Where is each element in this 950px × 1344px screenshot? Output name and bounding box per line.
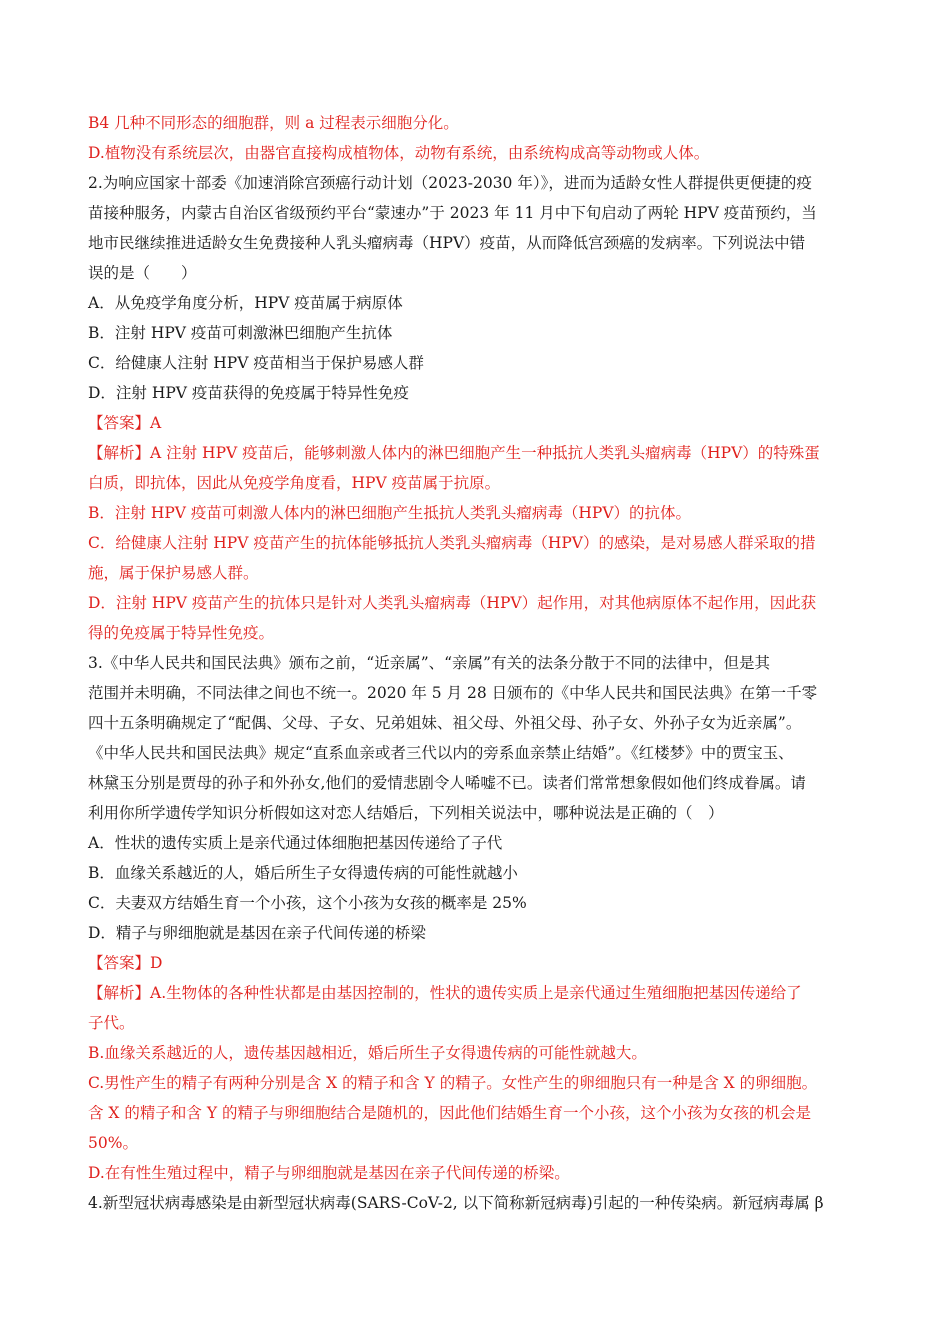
answer-text-line: B4 几种不同形态的细胞群，则 a 过程表示细胞分化。 <box>88 114 459 132</box>
question-text-line: 误的是（ ） <box>88 264 197 282</box>
answer-text-line: 50%。 <box>88 1134 138 1152</box>
question-text-line: 范围并未明确，不同法律之间也不统一。2020 年 5 月 28 日颁布的《中华人民共和国民法典》在第一千零 <box>88 684 818 702</box>
question-text-line: C．夫妻双方结婚生育一个小孩，这个小孩为女孩的概率是 25% <box>88 894 527 912</box>
question-text-line: 苗接种服务，内蒙古自治区省级预约平台“蒙速办”于 2023 年 11 月中下旬启动了两轮 HPV 疫苗预约，当 <box>88 204 817 222</box>
answer-text-line: B．注射 HPV 疫苗可刺激人体内的淋巴细胞产生抵抗人类乳头瘤病毒（HPV）的抗体。 <box>88 504 692 522</box>
question-text-line: 4.新型冠状病毒感染是由新型冠状病毒(SARS-CoV-2, 以下简称新冠病毒)引起的一种传染病。新冠病毒属 β <box>88 1194 824 1212</box>
question-text-line: C．给健康人注射 HPV 疫苗相当于保护易感人群 <box>88 354 424 372</box>
answer-text-line: 含 X 的精子和含 Y 的精子与卵细胞结合是随机的，因此他们结婚生育一个小孩，这个小孩为女孩的机会是 <box>88 1104 811 1122</box>
answer-text-line: 【解析】A.生物体的各种性状都是由基因控制的，性状的遗传实质上是亲代通过生殖细胞把基因传递给了 <box>88 984 802 1002</box>
document-page <box>88 108 863 1218</box>
question-text-line: 地市民继续推进适龄女生免费接种人乳头瘤病毒（HPV）疫苗，从而降低宫颈癌的发病率。下列说法中错 <box>88 234 806 252</box>
answer-text-line: C．给健康人注射 HPV 疫苗产生的抗体能够抵抗人类乳头瘤病毒（HPV）的感染，是对易感人群采取的措 <box>88 534 816 552</box>
question-text-line: 2.为响应国家十部委《加速消除宫颈癌行动计划（2023-2030 年）》，进而为适龄女性人群提供更便捷的疫 <box>88 174 812 192</box>
question-text-line: B．血缘关系越近的人，婚后所生子女得遗传病的可能性就越小 <box>88 864 518 882</box>
question-text-line: D．注射 HPV 疫苗获得的免疫属于特异性免疫 <box>88 384 409 402</box>
question-text-line: A．从免疫学角度分析，HPV 疫苗属于病原体 <box>88 294 403 312</box>
answer-text-line: D.在有性生殖过程中，精子与卵细胞就是基因在亲子代间传递的桥梁。 <box>88 1164 570 1182</box>
answer-text-line: D.植物没有系统层次，由器官直接构成植物体，动物有系统，由系统构成高等动物或人体。 <box>88 144 710 162</box>
answer-text-line: 【解析】A 注射 HPV 疫苗后，能够刺激人体内的淋巴细胞产生一种抵抗人类乳头瘤病毒（HPV）的特殊蛋 <box>88 444 820 462</box>
question-text-line: A．性状的遗传实质上是亲代通过体细胞把基因传递给了子代 <box>88 834 503 852</box>
question-text-line: 3.《中华人民共和国民法典》颁布之前，“近亲属”、“亲属”有关的法条分散于不同的法律中，但是其 <box>88 654 770 672</box>
answer-text-line: 施，属于保护易感人群。 <box>88 564 259 582</box>
question-text-line: 四十五条明确规定了“配偶、父母、子女、兄弟姐妹、祖父母、外祖父母、孙子女、外孙子女为近亲属”。 <box>88 714 802 732</box>
answer-text-line: 子代。 <box>88 1014 135 1032</box>
answer-text-line: 【答案】A <box>88 414 162 432</box>
question-text-line: 林黛玉分别是贾母的孙子和外孙女,他们的爱情悲剧令人唏嘘不已。读者们常常想象假如他们终成眷属。请 <box>88 774 806 792</box>
answer-text-line: 【答案】D <box>88 954 163 972</box>
answer-text-line: B.血缘关系越近的人，遗传基因越相近，婚后所生子女得遗传病的可能性就越大。 <box>88 1044 647 1062</box>
question-text-line: B．注射 HPV 疫苗可刺激淋巴细胞产生抗体 <box>88 324 393 342</box>
answer-text-line: 白质，即抗体，因此从免疫学角度看，HPV 疫苗属于抗原。 <box>88 474 501 492</box>
answer-text-line: C.男性产生的精子有两种分别是含 X 的精子和含 Y 的精子。女性产生的卵细胞只有一种是含 X 的卵细胞。 <box>88 1074 818 1092</box>
question-text-line: D．精子与卵细胞就是基因在亲子代间传递的桥梁 <box>88 924 426 942</box>
answer-text-line: 得的免疫属于特异性免疫。 <box>88 624 275 642</box>
question-text-line: 利用你所学遗传学知识分析假如这对恋人结婚后，下列相关说法中，哪种说法是正确的（ ） <box>88 804 724 822</box>
question-text-line: 《中华人民共和国民法典》规定“直系血亲或者三代以内的旁系血亲禁止结婚”。《红楼梦》中的贾宝玉、 <box>88 744 794 762</box>
answer-text-line: D．注射 HPV 疫苗产生的抗体只是针对人类乳头瘤病毒（HPV）起作用，对其他病原体不起作用，因此获 <box>88 594 817 612</box>
